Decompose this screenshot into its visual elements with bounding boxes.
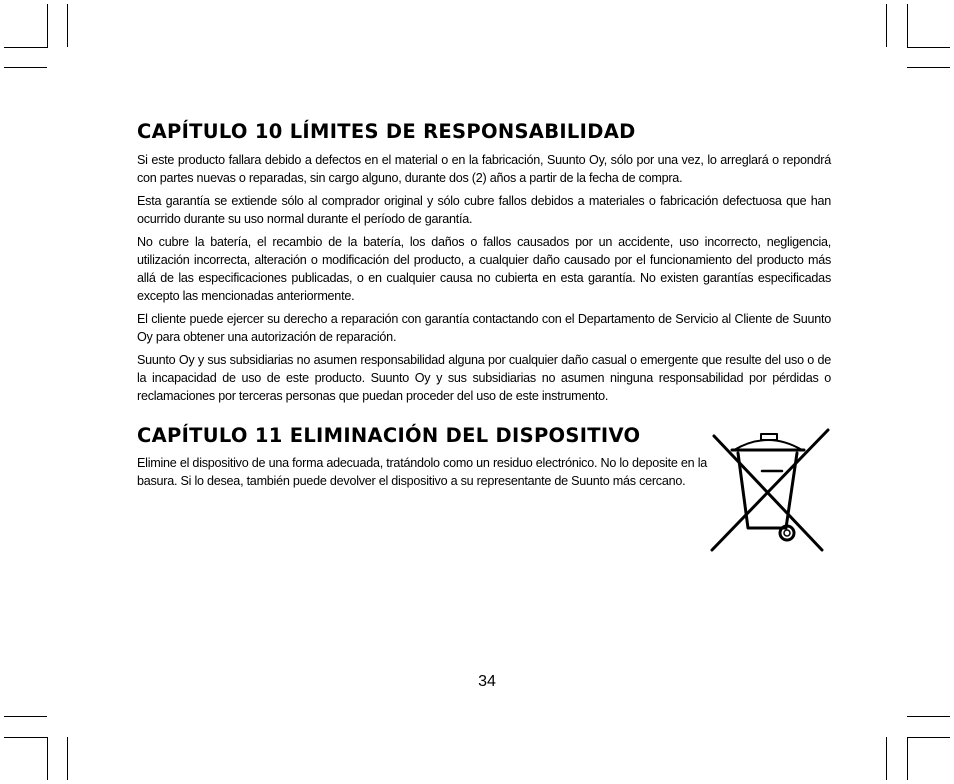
chapter-11-title: CAPÍTULO 11 ELIMINACIÓN DEL DISPOSITIVO: [137, 424, 641, 447]
warranty-paragraph-2: Esta garantía se extiende sólo al comprador original y sólo cubre fallos debidos a materiales o fabricación defectuosa que han ocurrido durante su uso normal durante el período de garantía.: [137, 194, 831, 226]
disposal-paragraph: Elimine el dispositivo de una forma adecuada, tratándolo como un residuo electrónico. No lo deposite en la basura. Si lo desea, también puede devolver el dispositivo a su representante de Suunto más cercano.: [137, 456, 707, 488]
warranty-paragraph-3: No cubre la batería, el recambio de la batería, los daños o fallos causados por un accidente, uso incorrecto, negligencia, utilización incorrecta, alteración o modificación del producto, a cualquier daño causado por el funcionamiento del producto más allá de las especificaciones publicadas, o en cualquier causa no cubierta en esta garantía. No existen garantías especificadas excepto las mencionadas anteriormente.: [137, 235, 831, 303]
warranty-paragraph-5: Suunto Oy y sus subsidiarias no asumen responsabilidad alguna por cualquier daño casual o emergente que resulte del uso o de la incapacidad de uso de este producto. Suunto Oy y sus subsidiarias no asumen ninguna responsabilidad por pérdidas o reclamaciones por terceras personas que puedan proceder del uso de este instrumento.: [137, 353, 831, 403]
chapter-10-title: CAPÍTULO 10 LÍMITES DE RESPONSABILIDAD: [137, 120, 636, 143]
crossed-out-wheelie-bin-icon: [704, 426, 832, 554]
warranty-paragraph-4: El cliente puede ejercer su derecho a reparación con garantía contactando con el Departamento de Servicio al Cliente de Suunto Oy para obtener una autorización de reparación.: [137, 312, 831, 344]
page-number: 34: [478, 673, 496, 690]
warranty-paragraph-1: Si este producto fallara debido a defectos en el material o en la fabricación, Suunto Oy, sólo por una vez, lo arreglará o repondrá con partes nuevas o reparadas, sin cargo alguno, durante dos (2) años a partir de la fecha de compra.: [137, 153, 831, 185]
